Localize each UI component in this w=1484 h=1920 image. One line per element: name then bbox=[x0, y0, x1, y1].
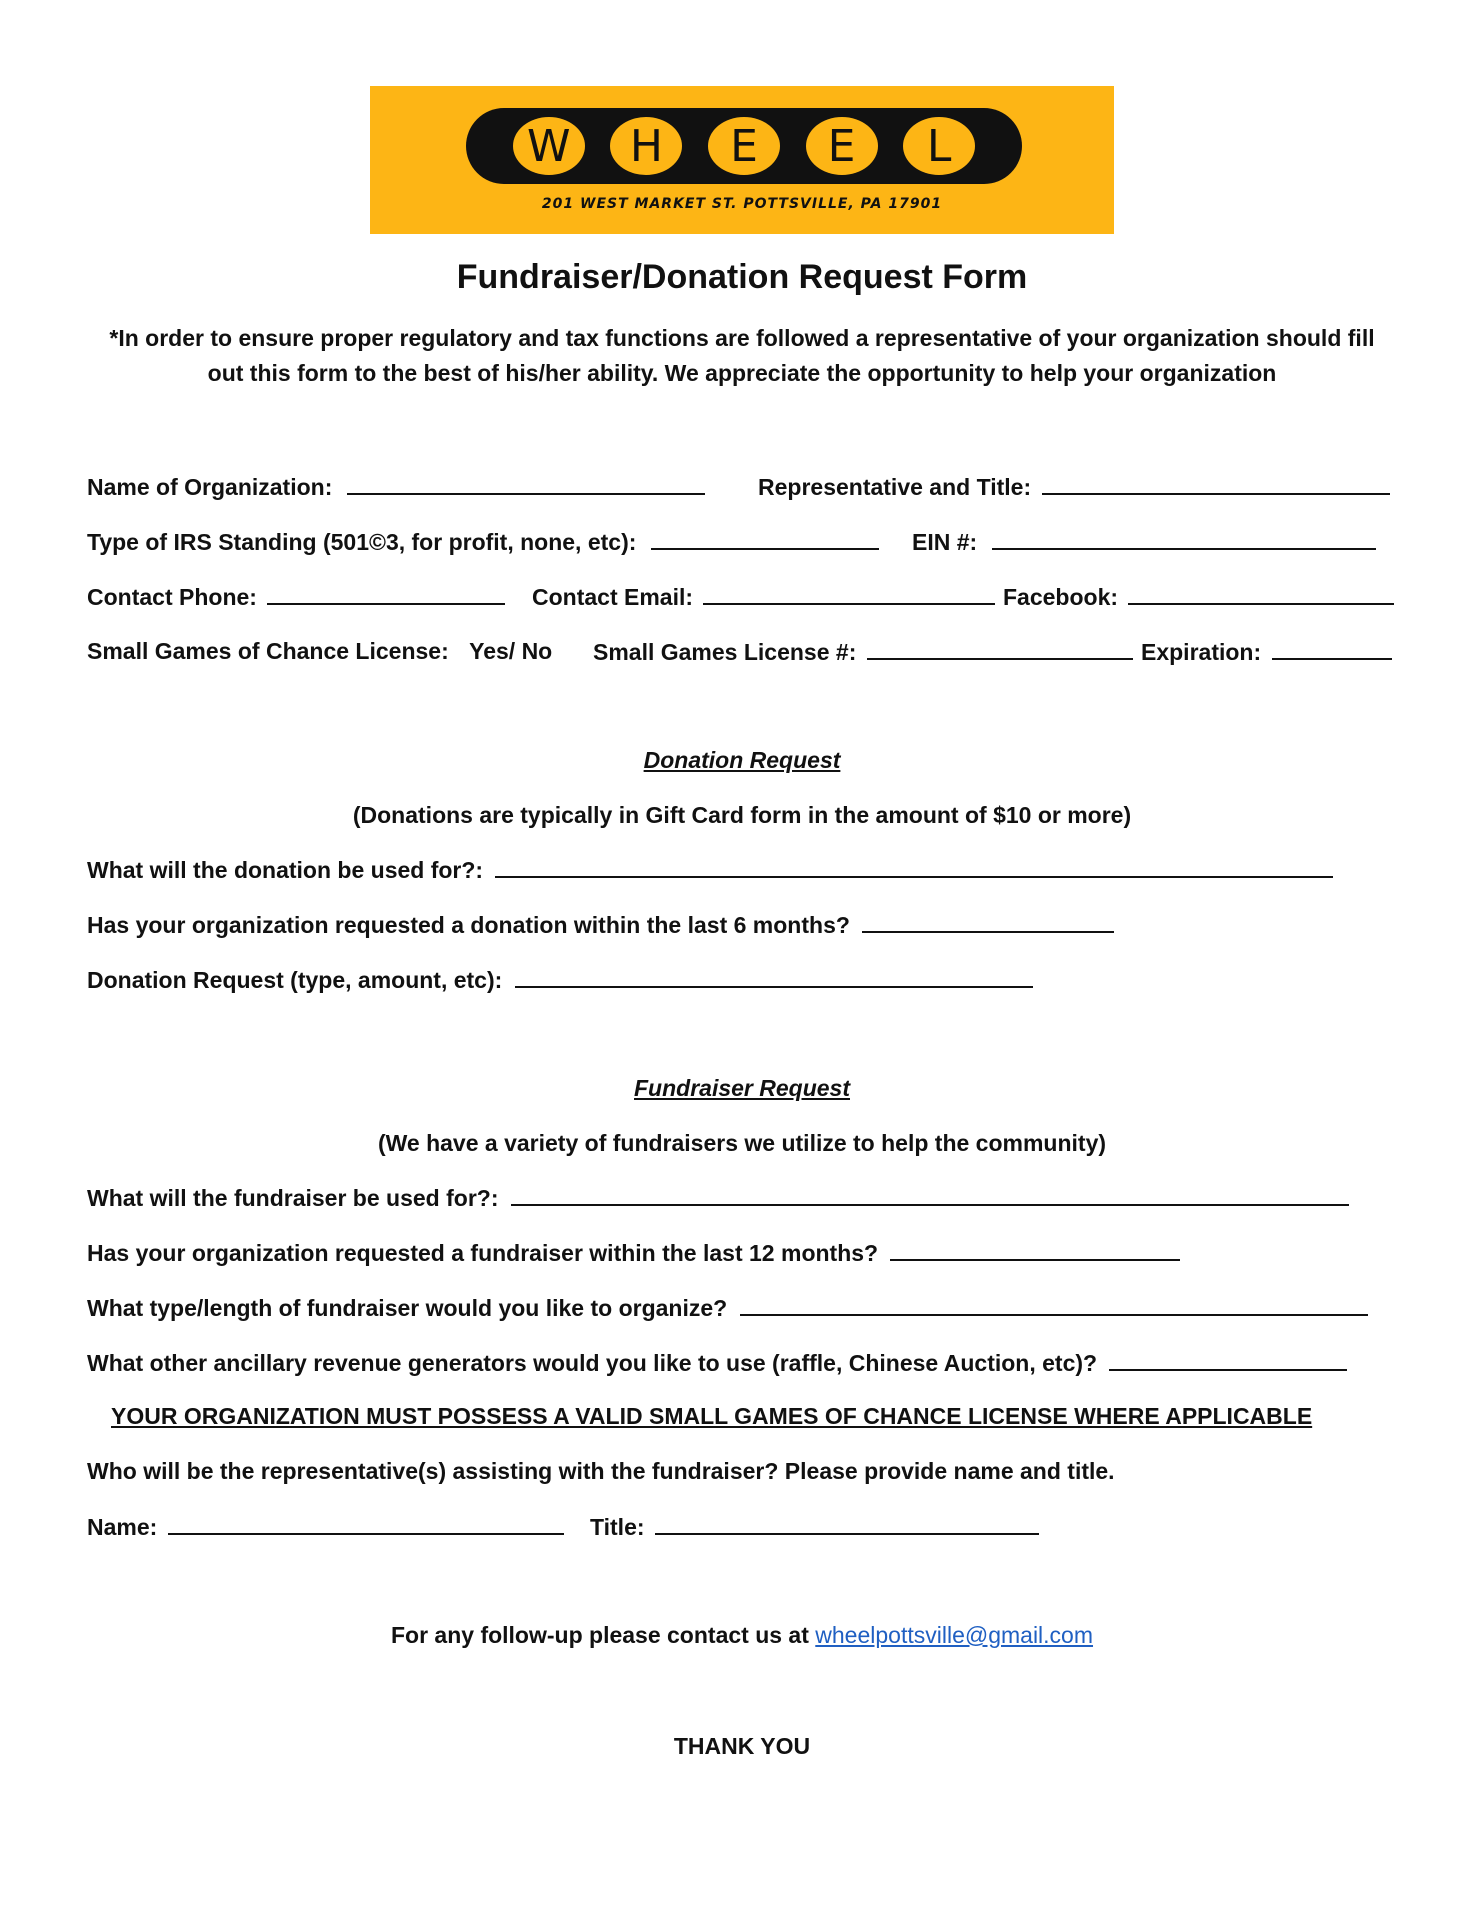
fundraiser-requested-blank[interactable] bbox=[890, 1239, 1180, 1261]
expiration-blank[interactable] bbox=[1272, 638, 1392, 660]
irs-standing-field[interactable] bbox=[87, 528, 879, 556]
logo-letter: E bbox=[806, 117, 878, 175]
fundraiser-requested-label: Has your organization requested a fundraiser within the last 12 months? bbox=[87, 1240, 879, 1266]
org-name-label: Name of Organization: bbox=[87, 474, 333, 500]
rep-title-blank[interactable] bbox=[1042, 473, 1390, 495]
logo-letter: W bbox=[513, 117, 585, 175]
sgl-number-field[interactable] bbox=[593, 638, 1133, 666]
logo-letter: H bbox=[610, 117, 682, 175]
logo-letter: E bbox=[708, 117, 780, 175]
irs-standing-label: Type of IRS Standing (501©3, for profit, none, etc): bbox=[87, 529, 637, 555]
donation-note: (Donations are typically in Gift Card form in the amount of $10 or more) bbox=[352, 802, 1132, 828]
contact-phone-label: Contact Phone: bbox=[87, 584, 257, 610]
rep-title-label-2: Title: bbox=[590, 1514, 645, 1540]
donation-requested-label: Has your organization requested a donation within the last 6 months? bbox=[87, 912, 850, 938]
expiration-field[interactable] bbox=[1141, 638, 1392, 666]
intro-line-1: *In order to ensure proper regulatory and tax functions are followed a representative of your organization should fill bbox=[109, 325, 1375, 351]
donation-used-for-label: What will the donation be used for?: bbox=[87, 857, 484, 883]
rep-title-blank-2[interactable] bbox=[655, 1513, 1039, 1535]
fundraiser-used-for-blank[interactable] bbox=[511, 1184, 1349, 1206]
rep-name-blank[interactable] bbox=[168, 1513, 564, 1535]
fundraiser-ancillary-label: What other ancillary revenue generators would you like to use (raffle, Chinese Auction, etc)? bbox=[87, 1350, 1098, 1376]
contact-email-blank[interactable] bbox=[703, 583, 995, 605]
contact-email-field[interactable] bbox=[532, 583, 995, 611]
rep-name-label: Name: bbox=[87, 1514, 158, 1540]
wheel-logo bbox=[370, 86, 1114, 234]
thank-you: THANK YOU bbox=[673, 1733, 811, 1759]
contact-prefix: For any follow-up please contact us at bbox=[390, 1622, 816, 1648]
donation-used-for-blank[interactable] bbox=[495, 856, 1333, 878]
fundraiser-note: (We have a variety of fundraisers we utilize to help the community) bbox=[377, 1130, 1107, 1156]
contact-phone-blank[interactable] bbox=[267, 583, 505, 605]
fundraiser-ancillary-blank[interactable] bbox=[1109, 1349, 1347, 1371]
irs-standing-blank[interactable] bbox=[651, 528, 879, 550]
contact-email-link[interactable]: wheelpottsville@gmail.com bbox=[815, 1622, 1094, 1648]
donation-requested-field[interactable] bbox=[87, 911, 1114, 939]
contact-phone-field[interactable] bbox=[87, 583, 505, 611]
contact-email-label: Contact Email: bbox=[532, 584, 694, 610]
fundraiser-requested-field[interactable] bbox=[87, 1239, 1180, 1267]
org-name-blank[interactable] bbox=[347, 473, 705, 495]
license-notice: YOUR ORGANIZATION MUST POSSESS A VALID SMALL GAMES OF CHANCE LICENSE WHERE APPLICABLE bbox=[111, 1403, 1313, 1429]
donation-type-blank[interactable] bbox=[515, 966, 1033, 988]
rep-title-field-2[interactable] bbox=[590, 1513, 1039, 1541]
donation-used-for-field[interactable] bbox=[87, 856, 1333, 884]
fundraiser-heading: Fundraiser Request bbox=[634, 1075, 850, 1101]
facebook-field[interactable] bbox=[1003, 583, 1394, 611]
fundraiser-type-field[interactable] bbox=[87, 1294, 1368, 1322]
fundraiser-ancillary-field[interactable] bbox=[87, 1349, 1347, 1377]
contact-line bbox=[0, 1622, 1484, 1649]
donation-type-label: Donation Request (type, amount, etc): bbox=[87, 967, 503, 993]
rep-title-field[interactable] bbox=[758, 473, 1390, 501]
org-name-field[interactable] bbox=[87, 473, 705, 501]
intro-line-2: out this form to the best of his/her ability. We appreciate the opportunity to help your organization bbox=[207, 360, 1277, 386]
ein-label: EIN #: bbox=[912, 529, 978, 555]
fundraiser-type-label: What type/length of fundraiser would you like to organize? bbox=[87, 1295, 728, 1321]
logo-address: 201 WEST MARKET ST. POTTSVILLE, PA 17901 bbox=[541, 196, 943, 212]
expiration-label: Expiration: bbox=[1141, 639, 1262, 665]
fundraiser-used-for-label: What will the fundraiser be used for?: bbox=[87, 1185, 499, 1211]
sgl-number-label: Small Games License #: bbox=[593, 639, 857, 665]
fundraiser-reps-question: Who will be the representative(s) assisting with the fundraiser? Please provide name and title. bbox=[87, 1458, 1115, 1484]
fundraiser-type-blank[interactable] bbox=[740, 1294, 1368, 1316]
logo-pill bbox=[466, 108, 1022, 184]
logo-letter: L bbox=[903, 117, 975, 175]
sgl-number-blank[interactable] bbox=[867, 638, 1133, 660]
facebook-label: Facebook: bbox=[1003, 584, 1119, 610]
page-title: Fundraiser/Donation Request Form bbox=[456, 258, 1028, 296]
ein-field[interactable] bbox=[912, 528, 1376, 556]
fundraiser-used-for-field[interactable] bbox=[87, 1184, 1349, 1212]
donation-type-field[interactable] bbox=[87, 966, 1033, 994]
ein-blank[interactable] bbox=[992, 528, 1376, 550]
rep-title-label: Representative and Title: bbox=[758, 474, 1032, 500]
donation-heading: Donation Request bbox=[643, 747, 841, 773]
sgoc-license-label: Small Games of Chance License: bbox=[87, 638, 449, 664]
rep-name-field[interactable] bbox=[87, 1513, 564, 1541]
facebook-blank[interactable] bbox=[1128, 583, 1394, 605]
donation-requested-blank[interactable] bbox=[862, 911, 1114, 933]
sgoc-license-field bbox=[87, 638, 552, 665]
sgoc-yes-no[interactable]: Yes/ No bbox=[469, 638, 553, 664]
